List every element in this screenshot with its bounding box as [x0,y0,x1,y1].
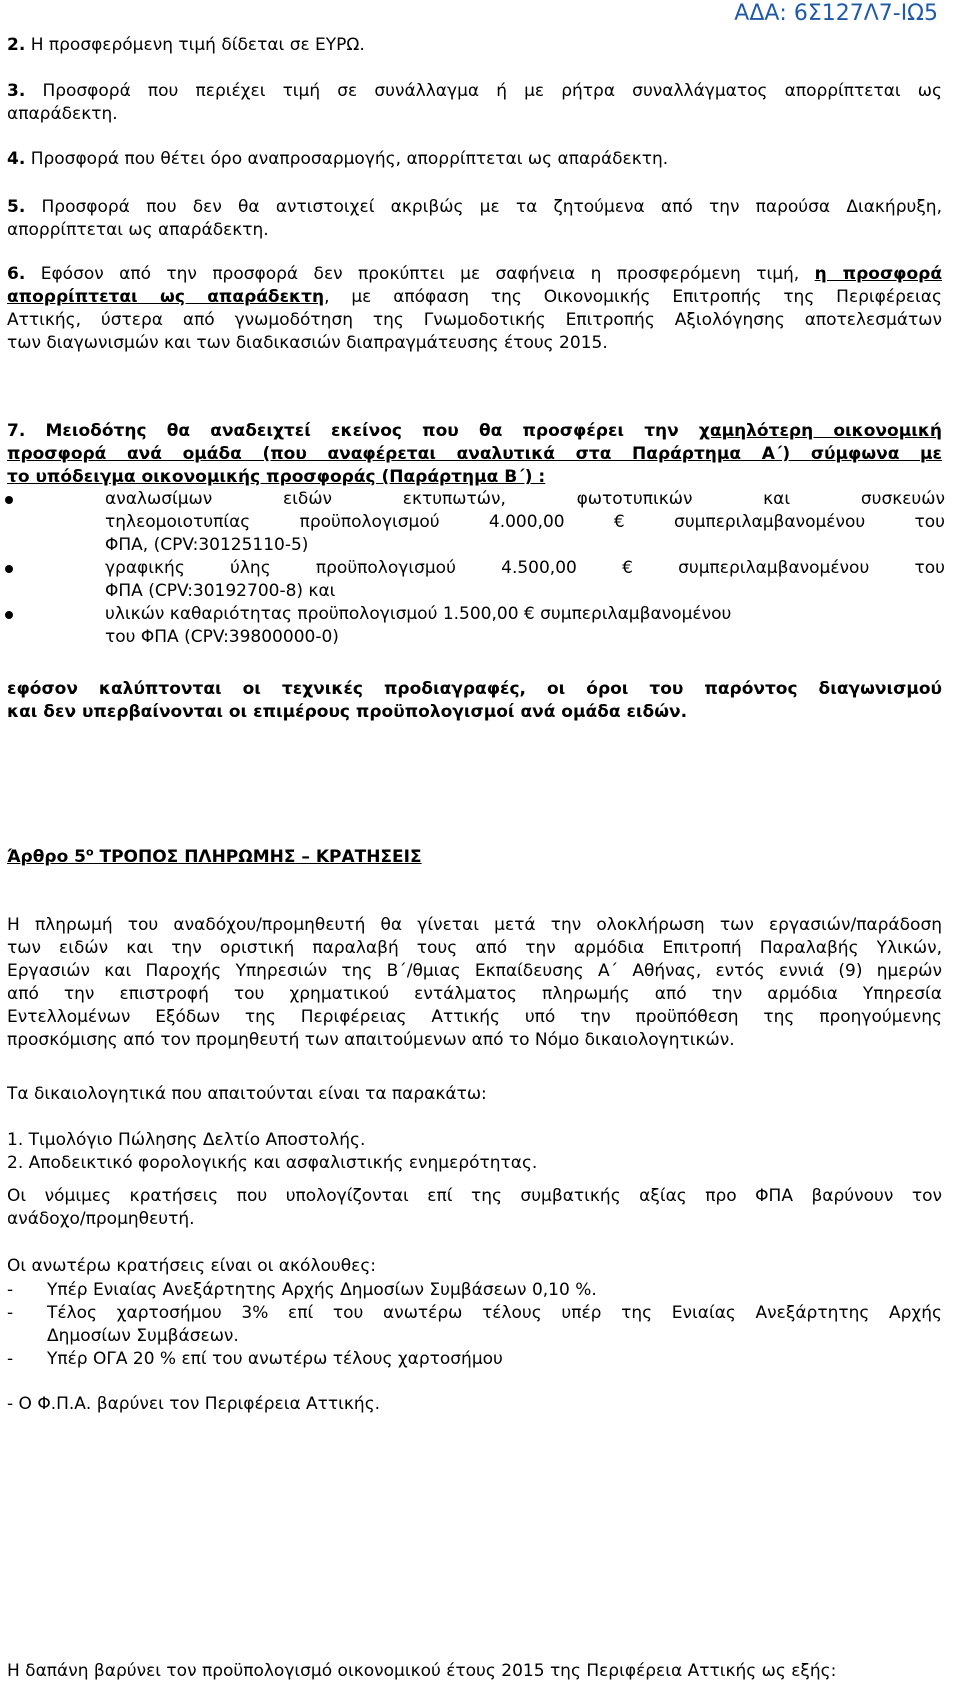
bullet-icon [5,496,13,504]
item-text-line: απορρίπτεται ως απαράδεκτη. [7,220,269,240]
retentions-paragraph [7,1185,942,1231]
docs-list [7,1129,942,1175]
closing-line: και δεν υπερβαίνονται οι επιμέρους προϋπολογισμοί ανά ομάδα ειδών. [7,702,688,722]
retention-text: Υπέρ Ενιαίας Ανεξάρτητης Αρχής Δημοσίων Συμβάσεων 0,10 %. [47,1280,597,1300]
item-text-line: των διαγωνισμών και των διαδικασιών διαπραγμάτευσης έτους 2015. [7,333,608,353]
item-7 [7,420,942,489]
bullet-text-line: τηλεομοιοτυπίας προϋπολογισμού 4.000,00 € συμπεριλαμβανομένου του [105,512,945,532]
emphasis-text: προσφορά ανά ομάδα (που αναφέρεται αναλυτικά στα Παράρτημα Α΄) σύμφωνα με [7,444,942,464]
item-text: Προσφορά που θέτει όρο αναπροσαρμογής, απορρίπτεται ως απαράδεκτη. [30,149,669,169]
retention-text: Τέλος χαρτοσήμου 3% επί του ανωτέρω τέλους υπέρ της Ενιαίας Ανεξάρτητης Αρχής [47,1303,942,1323]
dash-marker: - [7,1280,14,1300]
item-number: 2. [7,35,26,55]
item-number: 3. [7,81,26,101]
bullet-item [105,603,945,649]
paragraph-line: Εντελλομένων Εξόδων της Περιφέρειας Αττικής υπό την προϋπόθεση της προηγούμενης [7,1007,942,1027]
closing-line: εφόσον καλύπτονται οι τεχνικές προδιαγραφές, οι όροι του παρόντος διαγωνισμού [7,679,942,699]
bullet-text-line: γραφικής ύλης προϋπολογισμού 4.500,00 € συμπεριλαμβανομένου του [105,558,945,578]
bullet-text-line: ΦΠΑ, (CPV:30125110-5) [105,535,309,555]
item-text-line: Μειοδότης θα αναδειχτεί εκείνος που θα προσφέρει την [45,421,699,441]
item-2 [7,34,942,57]
item-3 [7,80,942,126]
payment-paragraph [7,914,942,1052]
dash-marker: - [7,1349,14,1369]
docs-list-item: 1. Τιμολόγιο Πώλησης Δελτίο Αποστολής. [7,1130,366,1150]
paragraph-line: από την επιστροφή του χρηματικού εντάλματος πληρωμής από την αρμόδια Υπηρεσία [7,984,942,1004]
bullet-icon [5,565,13,573]
item-text-line: Εφόσον από την προσφορά δεν προκύπτει με σαφήνεια η προσφερόμενη τιμή, [40,264,815,284]
article-title-superscript: ο [86,845,94,859]
bullet-text-line: αναλωσίμων ειδών εκτυπωτών, φωτοτυπικών και συσκευών [105,489,945,509]
item-number: 6. [7,264,26,284]
retentions-list [7,1279,942,1371]
bullet-text-line: του ΦΠΑ (CPV:39800000-0) [105,627,339,647]
docs-intro: Τα δικαιολογητικά που απαιτούνται είναι τα παρακάτω: [7,1084,487,1104]
emphasis-text: χαμηλότερη οικονομική [698,421,943,441]
emphasis-text: το υπόδειγμα οικονομικής προσφοράς (Παράρτημα Β΄) : [7,467,546,487]
paragraph-line: ανάδοχο/προμηθευτή. [7,1209,195,1229]
item-text-line: Προσφορά που δεν θα αντιστοιχεί ακριβώς με τα ζητούμενα από την παρούσα Διακήρυξη, [41,197,942,217]
fpa-note: - Ο Φ.Π.Α. βαρύνει τον Περιφέρεια Αττικής. [7,1394,381,1414]
item-text-line: Προσφορά που περιέχει τιμή σε συνάλλαγμα ή με ρήτρα συναλλάγματος απορρίπτεται ως [42,81,942,101]
paragraph-line: προσκόμισης από τον προμηθευτή των απαιτούμενων από το Νόμο δικαιολογητικών. [7,1030,735,1050]
item-text-line: , με απόφαση της Οικονομικής Επιτροπής της Περιφέρειας [324,287,942,307]
paragraph-line: των ειδών και την οριστική παραλαβή τους από την αρμόδια Επιτροπή Παραλαβής Υλικών, [7,938,942,958]
bullet-item [105,557,945,603]
retention-item [7,1279,942,1302]
budget-note: Η δαπάνη βαρύνει τον προϋπολογισμό οικονομικού έτους 2015 της Περιφέρεια Αττικής ως εξής: [7,1661,837,1681]
item-5 [7,196,942,242]
retentions-intro: Οι ανωτέρω κρατήσεις είναι οι ακόλουθες: [7,1256,377,1276]
item-text-line: απαράδεκτη. [7,104,118,124]
bullet-item [105,488,945,557]
item-text: Η προσφερόμενη τιμή δίδεται σε ΕΥΡΩ. [30,35,365,55]
item-6 [7,263,942,355]
item-number: 5. [7,197,26,217]
item-text-line: Αττικής, ύστερα από γνωμοδότηση της Γνωμοδοτικής Επιτροπής Αξιολόγησης αποτελεσμάτων [7,310,942,330]
item-number: 7. [7,421,26,441]
bullet-text-line: υλικών καθαριότητας προϋπολογισμού 1.500,00 € συμπεριλαμβανομένου [105,604,732,624]
article-title-text: Άρθρο 5 [7,847,86,867]
paragraph-line: Η πληρωμή του αναδόχου/προμηθευτή θα γίνεται μετά την ολοκλήρωση των εργασιών/παράδοση [7,915,942,935]
dash-marker: - [7,1303,14,1323]
retention-text: Δημοσίων Συμβάσεων. [47,1326,239,1346]
retention-item [7,1302,942,1348]
paragraph-line: Οι νόμιμες κρατήσεις που υπολογίζονται επί της συμβατικής αξίας προ ΦΠΑ βαρύνουν τον [7,1186,942,1206]
ada-code: ΑΔΑ: 6Σ127Λ7-ΙΩ5 [734,1,938,26]
retention-item [7,1348,942,1371]
item-4 [7,148,942,171]
closing-paragraph [7,678,942,724]
emphasis-text: η προσφορά [814,264,943,284]
paragraph-line: Εργασιών και Παροχής Υπηρεσιών της Β΄/θμιας Εκπαίδευσης Α΄ Αθήνας, εντός εννιά (9) ημερών [7,961,942,981]
docs-list-item: 2. Αποδεικτικό φορολογικής και ασφαλιστικής ενημερότητας. [7,1153,538,1173]
retention-text: Υπέρ ΟΓΑ 20 % επί του ανωτέρω τέλους χαρτοσήμου [47,1349,503,1369]
bullet-icon [5,611,13,619]
article-title-heading: ΤΡΟΠΟΣ ΠΛΗΡΩΜΗΣ – ΚΡΑΤΗΣΕΙΣ [93,847,422,867]
item-number: 4. [7,149,26,169]
article-title [7,846,942,869]
emphasis-text: απορρίπτεται ως απαράδεκτη [7,287,325,307]
bullet-text-line: ΦΠΑ (CPV:30192700-8) και [105,581,336,601]
